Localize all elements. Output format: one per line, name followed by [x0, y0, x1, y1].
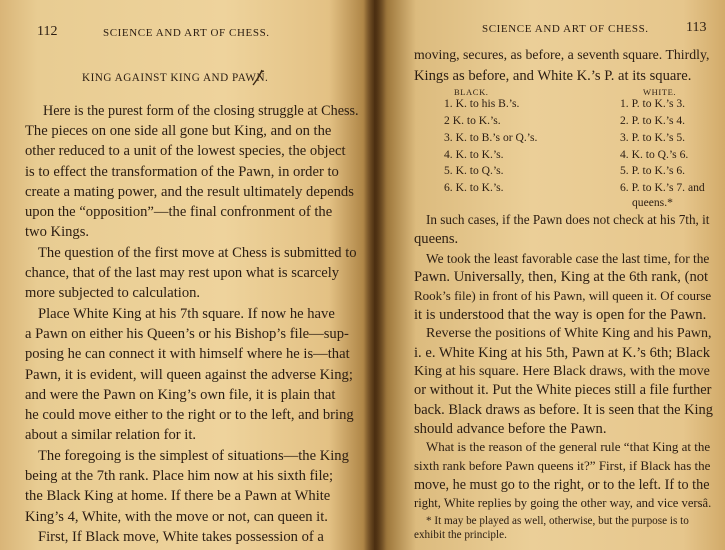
text-line: The question of the first move at Chess is submitted to	[38, 244, 357, 261]
text-line: Place White King at his 7th square. If now he have	[38, 305, 335, 322]
white-move: 3. P. to K.’s 5.	[620, 130, 686, 144]
black-move: 2 K. to K.’s.	[444, 113, 501, 127]
white-move: 4. K. to Q.’s 6.	[620, 147, 689, 161]
text-line: right, White replies by going the other way, and vice versâ.	[414, 496, 712, 511]
left-running-head: SCIENCE AND ART OF CHESS.	[103, 27, 270, 39]
text-line: create a mating power, and the result ultimately depends	[25, 183, 354, 200]
left-page-number: 112	[37, 24, 58, 39]
black-column-header: BLACK.	[454, 87, 489, 97]
right-running-head: SCIENCE AND ART OF CHESS.	[482, 23, 649, 35]
move-continuation: queens.*	[632, 196, 673, 210]
pen-mark-icon	[250, 68, 266, 88]
text-line: the Black King at home. If there be a Pawn at White	[25, 488, 331, 504]
text-line: The foregoing is the simplest of situations—the King	[38, 447, 349, 464]
white-move: 2. P. to K.’s 4.	[620, 113, 686, 127]
white-move: 6. P. to K.’s 7. and	[620, 181, 705, 195]
text-line: posing he can connect it with himself where he is—that	[25, 345, 350, 362]
footnote-line: exhibit the principle.	[414, 529, 507, 541]
text-line: upon the “opposition”—the final confronment of the	[25, 203, 333, 220]
black-move: 6. K. to K.’s.	[444, 181, 504, 195]
text-line: should advance before the Pawn.	[414, 420, 607, 437]
section-title: KING AGAINST KING AND PAWN.	[82, 72, 269, 84]
text-line: chance, that of the last may rest upon what is scarcely	[25, 264, 340, 281]
text-line: King at his square. Here Black draws, with the move	[414, 363, 710, 379]
text-line: Kings as before, and White K.’s P. at its square.	[414, 68, 692, 84]
text-line: sixth rank before Pawn queens it?” First, if Black has the	[414, 457, 711, 473]
text-line: Rook’s file) in front of his Pawn, will queen it. Of course	[414, 288, 712, 303]
text-line: What is the reason of the general rule “that King at the	[426, 439, 711, 455]
text-line: other reduced to a unit of the lowest species, the object	[25, 142, 346, 159]
white-move: 1. P. to K.’s 3.	[620, 96, 686, 110]
text-line: Pawn, it is evident, will queen against the adverse King;	[25, 366, 353, 383]
footnote-line: * It may be played as well, otherwise, but the purpose is to	[426, 514, 689, 527]
text-line: Pawn. Universally, then, King at the 6th rank, (not	[414, 269, 709, 286]
text-line: Reverse the positions of White King and his Pawn,	[426, 326, 712, 342]
text-line: and were the Pawn on King’s own file, it is plain that	[25, 386, 336, 403]
text-line: it is understood that the way is open for the Pawn.	[414, 306, 707, 323]
text-line: The pieces on one side all gone but King, and on the	[25, 122, 332, 139]
white-move: 5. P. to K.’s 6.	[620, 164, 686, 178]
text-line: First, If Black move, White takes possession of a	[38, 529, 324, 545]
text-line: Here is the purest form of the closing struggle at Chess.	[43, 102, 359, 119]
black-move: 5. K. to Q.’s.	[444, 164, 504, 178]
text-line: being at the 7th rank. Place him now at his sixth file;	[25, 468, 334, 484]
text-line: King’s 4, White, with the move or not, can queen it.	[25, 509, 328, 525]
text-line: or without it. Put the White pieces still a file further	[414, 382, 712, 399]
text-line: back. Black draws as before. It is seen that the King	[414, 401, 713, 418]
text-line: he could move either to the right or to the left, and bring	[25, 406, 354, 423]
text-line: queens.	[414, 231, 459, 248]
text-line: i. e. White King at his 5th, Pawn at K.’s 6th; Black	[414, 344, 711, 361]
book-gutter	[364, 0, 386, 550]
black-move: 4. K. to K.’s.	[444, 147, 504, 161]
right-page	[374, 0, 725, 550]
text-line: more subjected to calculation.	[25, 284, 201, 301]
black-move: 1. K. to his B.’s.	[444, 96, 520, 110]
text-line: move, he must go to the right, or to the left. If to the	[414, 477, 710, 494]
text-line: We took the least favorable case the last time, for the	[426, 250, 710, 266]
text-line: In such cases, if the Pawn does not check at his 7th, it	[426, 212, 710, 228]
black-move: 3. K. to B.’s or Q.’s.	[444, 130, 538, 144]
text-line: about a similar relation for it.	[25, 426, 197, 443]
right-page-number: 113	[686, 20, 707, 35]
white-column-header: WHITE.	[643, 87, 677, 97]
text-line: is to effect the transformation of the Pawn, in order to	[25, 163, 339, 180]
text-line: two Kings.	[25, 223, 90, 240]
text-line: a Pawn on either his Queen’s or his Bishop’s file—sup-	[25, 325, 349, 342]
text-line: moving, secures, as before, a seventh square. Thirdly,	[414, 47, 710, 62]
